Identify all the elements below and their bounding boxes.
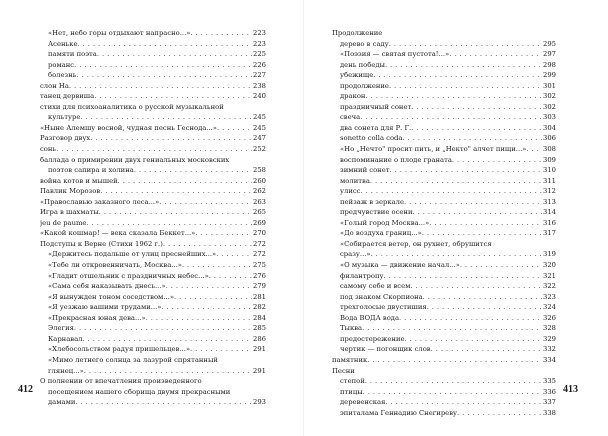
leader-dots xyxy=(410,281,542,292)
toc-entry xyxy=(40,102,266,123)
toc-entry-page: 314 xyxy=(543,208,556,217)
leader-dots xyxy=(134,165,252,176)
toc-entry-page: 302 xyxy=(543,102,556,111)
toc-entry-title: свеча xyxy=(340,113,361,122)
toc-entry-page: 282 xyxy=(253,303,266,312)
leader-dots xyxy=(405,334,543,345)
toc-entry-title: sonetto colla coda xyxy=(340,134,403,143)
toc-entry xyxy=(40,302,266,313)
toc-entry-title: предчувствие осени xyxy=(340,208,413,217)
toc-entry-page: 270 xyxy=(253,229,266,238)
toc-entry xyxy=(332,70,556,81)
leader-dots xyxy=(411,123,542,134)
toc-entry-page: 265 xyxy=(253,208,266,217)
toc-entry-title: пейзаж в зеркале xyxy=(340,197,404,206)
toc-page-right xyxy=(332,28,556,418)
toc-entry-page: 338 xyxy=(543,408,556,417)
leader-dots xyxy=(526,144,542,155)
toc-entry xyxy=(40,28,266,39)
leader-dots xyxy=(413,207,543,218)
toc-entry xyxy=(332,334,556,345)
toc-entry-page: 337 xyxy=(543,398,556,407)
toc-entry-page: 324 xyxy=(543,303,556,312)
toc-entry-page: 316 xyxy=(543,218,556,227)
toc-entry xyxy=(40,91,266,102)
toc-entry-page: 302 xyxy=(543,92,556,101)
toc-entry xyxy=(40,81,266,92)
toc-entry-page: 295 xyxy=(543,39,556,48)
leader-dots xyxy=(99,207,252,218)
toc-entry xyxy=(332,323,556,334)
leader-dots xyxy=(161,302,252,313)
toc-page-left xyxy=(40,28,266,408)
toc-entry xyxy=(40,133,266,144)
toc-entry-title: Тыква xyxy=(340,324,363,333)
leader-dots xyxy=(402,133,542,144)
toc-entry xyxy=(332,91,556,102)
toc-entry-title: зимний сонет xyxy=(340,166,390,175)
toc-entry-page: 328 xyxy=(543,324,556,333)
toc-entry-title: «Православью заказного леса...» xyxy=(40,197,160,206)
toc-entry-page: 322 xyxy=(543,282,556,291)
toc-entry-page: 227 xyxy=(253,71,266,80)
toc-entry xyxy=(332,228,556,239)
toc-entry-title: Асеньке xyxy=(48,39,78,48)
toc-entry xyxy=(40,239,266,250)
gutter xyxy=(303,0,304,436)
toc-entry xyxy=(40,376,266,408)
toc-entry-page: 329 xyxy=(543,334,556,343)
toc-entry-title: два сонета для Р. Г. xyxy=(340,123,412,132)
toc-entry xyxy=(332,366,556,377)
toc-entry xyxy=(332,133,556,144)
toc-entry-page: 336 xyxy=(543,387,556,396)
toc-entry xyxy=(40,218,266,229)
toc-entry-page: 276 xyxy=(253,271,266,280)
leader-dots xyxy=(216,249,252,260)
leader-dots xyxy=(94,91,252,102)
leader-dots xyxy=(80,112,252,123)
leader-dots xyxy=(371,249,542,260)
toc-entry xyxy=(40,176,266,187)
toc-entry xyxy=(332,387,556,398)
leader-dots xyxy=(429,218,542,229)
toc-entry-title: чертик — погонщик слов xyxy=(340,345,431,354)
toc-entry-title: «Сама себя наказывать днесь...» xyxy=(48,282,166,291)
leader-dots xyxy=(362,323,542,334)
toc-entry-page: 301 xyxy=(543,81,556,90)
toc-entry xyxy=(40,60,266,71)
toc-entry-title: воспоминание о плоде граната xyxy=(340,155,452,164)
toc-entry xyxy=(332,397,556,408)
toc-entry xyxy=(40,144,266,155)
toc-entry xyxy=(40,39,266,50)
toc-entry xyxy=(40,197,266,208)
toc-entry-page: 317 xyxy=(543,229,556,238)
toc-entry-title: праздничный сонет xyxy=(340,102,412,111)
leader-dots xyxy=(217,123,252,134)
leader-dots xyxy=(77,39,252,50)
toc-entry xyxy=(332,123,556,134)
toc-entry-title: Разговор двух xyxy=(40,134,91,143)
toc-entry-title: «Собирается ветер, он рухнет, обрушится xyxy=(340,239,492,248)
toc-entry xyxy=(332,260,556,271)
leader-dots xyxy=(422,228,542,239)
toc-entry xyxy=(332,239,556,260)
toc-entry xyxy=(332,39,556,50)
toc-entry-title: слон На xyxy=(40,81,69,90)
toc-entry-title: Игра в шахматы xyxy=(40,208,99,217)
toc-entry-page: 245 xyxy=(253,123,266,132)
toc-entry-page: 308 xyxy=(543,145,556,154)
toc-entry-page: 312 xyxy=(543,187,556,196)
toc-entry-page: 279 xyxy=(253,282,266,291)
leader-dots xyxy=(460,260,542,271)
toc-entry-title: под знаком Скорпиона xyxy=(340,292,423,301)
leader-dots xyxy=(449,49,542,60)
toc-entry xyxy=(332,176,556,187)
toc-entry-page: 245 xyxy=(253,113,266,122)
toc-entry-title: «Но „Нечто" просит пить, и „Некто" алчет пищи...» xyxy=(340,145,527,154)
leader-dots xyxy=(365,91,542,102)
toc-entry-title: Элегия xyxy=(48,324,74,333)
toc-entry-page: 240 xyxy=(253,92,266,101)
leader-dots xyxy=(182,260,252,271)
toc-entry-title: романс xyxy=(48,60,75,69)
toc-entry xyxy=(40,228,266,239)
toc-entry-page: 313 xyxy=(543,197,556,206)
toc-entry-title: трехголосые двустишия xyxy=(340,303,427,312)
leader-dots xyxy=(385,60,542,71)
toc-entry-page: 299 xyxy=(543,71,556,80)
toc-entry-page: 298 xyxy=(543,60,556,69)
toc-entry xyxy=(40,281,266,292)
leader-dots xyxy=(74,323,252,334)
toc-entry-title: «Хлебосольством радуя пришельцев...» xyxy=(48,345,191,354)
leader-dots xyxy=(383,271,542,282)
toc-entry-title: убежище xyxy=(340,71,374,80)
toc-entry xyxy=(40,207,266,218)
toc-entry xyxy=(332,102,556,113)
toc-entry xyxy=(40,334,266,345)
toc-entry-page: 334 xyxy=(543,355,556,364)
toc-entry-page: 223 xyxy=(253,39,266,48)
leader-dots xyxy=(390,165,543,176)
toc-entry xyxy=(332,355,556,366)
toc-entry-page: 275 xyxy=(253,261,266,270)
toc-entry-page: 320 xyxy=(543,261,556,270)
toc-entry-title: «Я вынужден тоном соседством...» xyxy=(48,292,174,301)
toc-entry-title: предостережение xyxy=(340,334,405,343)
leader-dots xyxy=(56,144,252,155)
toc-entry-title: «Гладит отшельник с праздничных небес...» xyxy=(48,271,209,280)
toc-entry-title: Карнавал xyxy=(48,334,83,343)
leader-dots xyxy=(69,81,252,92)
leader-dots xyxy=(166,281,252,292)
toc-entry-title: культуре xyxy=(48,113,81,122)
leader-dots xyxy=(373,70,542,81)
leader-dots xyxy=(159,197,252,208)
toc-entry-title: дамами xyxy=(48,398,76,407)
toc-entry-title: «Тебе ли откровенничать, Москва...» xyxy=(48,261,182,270)
toc-entry-title: «Я уезжаю вашими трудами...» xyxy=(48,303,162,312)
toc-entry-title: молитва xyxy=(340,176,370,185)
toc-entry-page: 304 xyxy=(543,123,556,132)
toc-entry-title: дерево в саду xyxy=(340,39,389,48)
toc-entry-title: баллада о примирении двух гениальных московских xyxy=(40,155,230,164)
toc-entry-title: Подступы к Верне (Стихи 1962 г.) xyxy=(40,239,163,248)
leader-dots xyxy=(360,186,542,197)
leader-dots xyxy=(457,408,542,419)
toc-entry xyxy=(40,123,266,134)
toc-entry-title: Песни xyxy=(332,366,355,375)
toc-entry-page: 321 xyxy=(543,271,556,280)
toc-entry-title: война котов и мышей xyxy=(40,176,118,185)
toc-entry-page: 272 xyxy=(253,239,266,248)
leader-dots xyxy=(100,186,252,197)
leader-dots xyxy=(385,397,542,408)
leader-dots xyxy=(360,112,542,123)
toc-entry xyxy=(332,207,556,218)
leader-dots xyxy=(174,292,252,303)
leader-dots xyxy=(84,366,252,377)
page-number-right: 413 xyxy=(563,384,578,395)
toc-entry xyxy=(332,144,556,155)
leader-dots xyxy=(209,271,252,282)
toc-entry xyxy=(40,313,266,324)
toc-entry xyxy=(332,344,556,355)
toc-entry-title: танец дервиша xyxy=(40,92,95,101)
toc-entry xyxy=(332,313,556,324)
toc-entry xyxy=(332,60,556,71)
toc-entry xyxy=(40,249,266,260)
toc-entry xyxy=(40,49,266,60)
toc-entry-title: самому себе и всем xyxy=(340,282,411,291)
toc-entry-page: 309 xyxy=(543,155,556,164)
toc-entry-page: 252 xyxy=(253,145,266,154)
leader-dots xyxy=(423,292,542,303)
toc-entry-title: «Держитесь подальше от улиц преснейших...» xyxy=(48,250,217,259)
leader-dots xyxy=(163,239,252,250)
toc-entry-page: 297 xyxy=(543,50,556,59)
toc-entry xyxy=(332,186,556,197)
toc-entry-title: степой xyxy=(340,377,365,386)
leader-dots xyxy=(363,387,542,398)
toc-entry xyxy=(332,292,556,303)
toc-entry-page: 269 xyxy=(253,218,266,227)
toc-entry-title: памяти поэта xyxy=(48,50,97,59)
leader-dots xyxy=(411,102,542,113)
toc-entry-title: день победы xyxy=(340,60,385,69)
toc-entry-page: 291 xyxy=(253,366,266,375)
toc-entry-title: памятник xyxy=(332,355,368,364)
toc-entry-page: 284 xyxy=(253,313,266,322)
toc-entry-page: 260 xyxy=(253,176,266,185)
toc-entry-title: «О музыка — движение начал...» xyxy=(340,261,460,270)
toc-entry-page: 310 xyxy=(543,166,556,175)
toc-entry xyxy=(332,112,556,123)
toc-entry xyxy=(332,165,556,176)
leader-dots xyxy=(389,39,542,50)
toc-entry-title: улисс xyxy=(340,187,361,196)
toc-entry-title: глянец...» xyxy=(48,366,84,375)
toc-entry-page: 238 xyxy=(253,81,266,90)
toc-entry-page: 285 xyxy=(253,324,266,333)
leader-dots xyxy=(431,344,542,355)
toc-entry-page: 262 xyxy=(253,187,266,196)
toc-entry xyxy=(40,260,266,271)
toc-entry-page: 332 xyxy=(543,345,556,354)
toc-entry xyxy=(332,49,556,60)
toc-entry-title: сонь xyxy=(40,145,57,154)
toc-entry xyxy=(332,281,556,292)
toc-entry-title: Павлик Морозов xyxy=(40,187,101,196)
toc-entry xyxy=(40,344,266,355)
leader-dots xyxy=(452,155,542,166)
leader-dots xyxy=(190,344,252,355)
toc-entry-title: «До воздуха границ...» xyxy=(340,229,422,238)
leader-dots xyxy=(367,355,542,366)
toc-entry-title: «Поэзия — святая пустота!...» xyxy=(340,50,450,59)
toc-entry xyxy=(40,292,266,303)
leader-dots xyxy=(389,81,542,92)
toc-entry-title: болезнь xyxy=(48,71,77,80)
toc-entry-title: дракон xyxy=(340,92,366,101)
toc-entry-title: «Прекрасная юная дева...» xyxy=(48,313,146,322)
section-header: Продолжение xyxy=(332,29,383,37)
leader-dots xyxy=(190,28,252,39)
toc-entry-title: О полнении от впечатления произведенного xyxy=(40,377,202,386)
toc-entry xyxy=(40,186,266,197)
toc-entry-page: 335 xyxy=(543,377,556,386)
toc-entry-page: 323 xyxy=(543,292,556,301)
toc-entry-title: стихи для психоаналитика о русской музыкальной xyxy=(40,102,224,111)
leader-dots xyxy=(76,70,252,81)
toc-entry-page: 303 xyxy=(543,113,556,122)
toc-entry xyxy=(332,218,556,229)
toc-entry-title: посещением нашего сборища двумя прекрасными xyxy=(48,387,231,396)
toc-entry-title: «Голый город Москва...» xyxy=(340,218,430,227)
leader-dots xyxy=(75,397,252,408)
toc-entry xyxy=(332,197,556,208)
toc-entry-page: 272 xyxy=(253,250,266,259)
toc-entry-title: продолжение xyxy=(340,81,389,90)
toc-entry-page: 263 xyxy=(253,197,266,206)
leader-dots xyxy=(97,49,252,60)
toc-entry xyxy=(40,323,266,334)
toc-entry-page: 311 xyxy=(543,176,556,185)
toc-entry xyxy=(332,376,556,387)
leader-dots xyxy=(118,176,252,187)
toc-entry-title: сразу...» xyxy=(340,250,371,259)
toc-entry-title: птицы xyxy=(340,387,363,396)
toc-entry-title: «Мимо летнего солнца за лазурой спрятанный xyxy=(48,355,218,364)
leader-dots xyxy=(90,133,252,144)
toc-entry-page: 291 xyxy=(253,345,266,354)
leader-dots xyxy=(365,376,542,387)
leader-dots xyxy=(370,176,542,187)
toc-entry-page: 306 xyxy=(543,134,556,143)
toc-entry-page: 319 xyxy=(543,250,556,259)
toc-entry-page: 247 xyxy=(253,134,266,143)
toc-entry-page: 225 xyxy=(253,50,266,59)
toc-entry-title: филантропу xyxy=(340,271,384,280)
toc-entry-title: «Какой кошмар! — века сказала Беккет...» xyxy=(40,229,196,238)
leader-dots xyxy=(74,60,252,71)
toc-entry xyxy=(332,81,556,92)
toc-entry-page: 286 xyxy=(253,334,266,343)
leader-dots xyxy=(399,313,542,324)
leader-dots xyxy=(427,302,542,313)
leader-dots xyxy=(146,313,252,324)
toc-entry xyxy=(332,271,556,282)
toc-entry-page: 258 xyxy=(253,166,266,175)
page-number-left: 412 xyxy=(18,384,33,395)
toc-entry-title: jeu de paume xyxy=(40,218,87,227)
toc-entry xyxy=(332,408,556,419)
leader-dots xyxy=(195,228,252,239)
toc-entry-page: 226 xyxy=(253,60,266,69)
toc-entry xyxy=(332,155,556,166)
toc-entry xyxy=(332,302,556,313)
toc-entry-page: 326 xyxy=(543,313,556,322)
toc-entry xyxy=(40,70,266,81)
toc-entry-title: Вода ВОДА вода xyxy=(340,313,400,322)
toc-entry-title: эпиталама Геннадию Снегиреву xyxy=(340,408,458,417)
leader-dots xyxy=(86,218,252,229)
toc-entry-page: 223 xyxy=(253,29,266,37)
toc-entry xyxy=(40,271,266,282)
toc-entry-title: поэтов сапира и холина xyxy=(48,166,134,175)
leader-dots xyxy=(404,197,542,208)
toc-entry-title: деревенская xyxy=(340,398,386,407)
toc-entry xyxy=(40,355,266,376)
toc-entry-page: 281 xyxy=(253,292,266,301)
toc-entry xyxy=(40,155,266,176)
toc-entry-title: «Ныне Алемшу восной, чудная песнь Геснода...» xyxy=(40,123,217,132)
toc-entry-title: «Нет, небо горы отдыхают напрасно...» xyxy=(48,29,191,37)
leader-dots xyxy=(82,334,252,345)
toc-entry-page: 293 xyxy=(253,398,266,407)
